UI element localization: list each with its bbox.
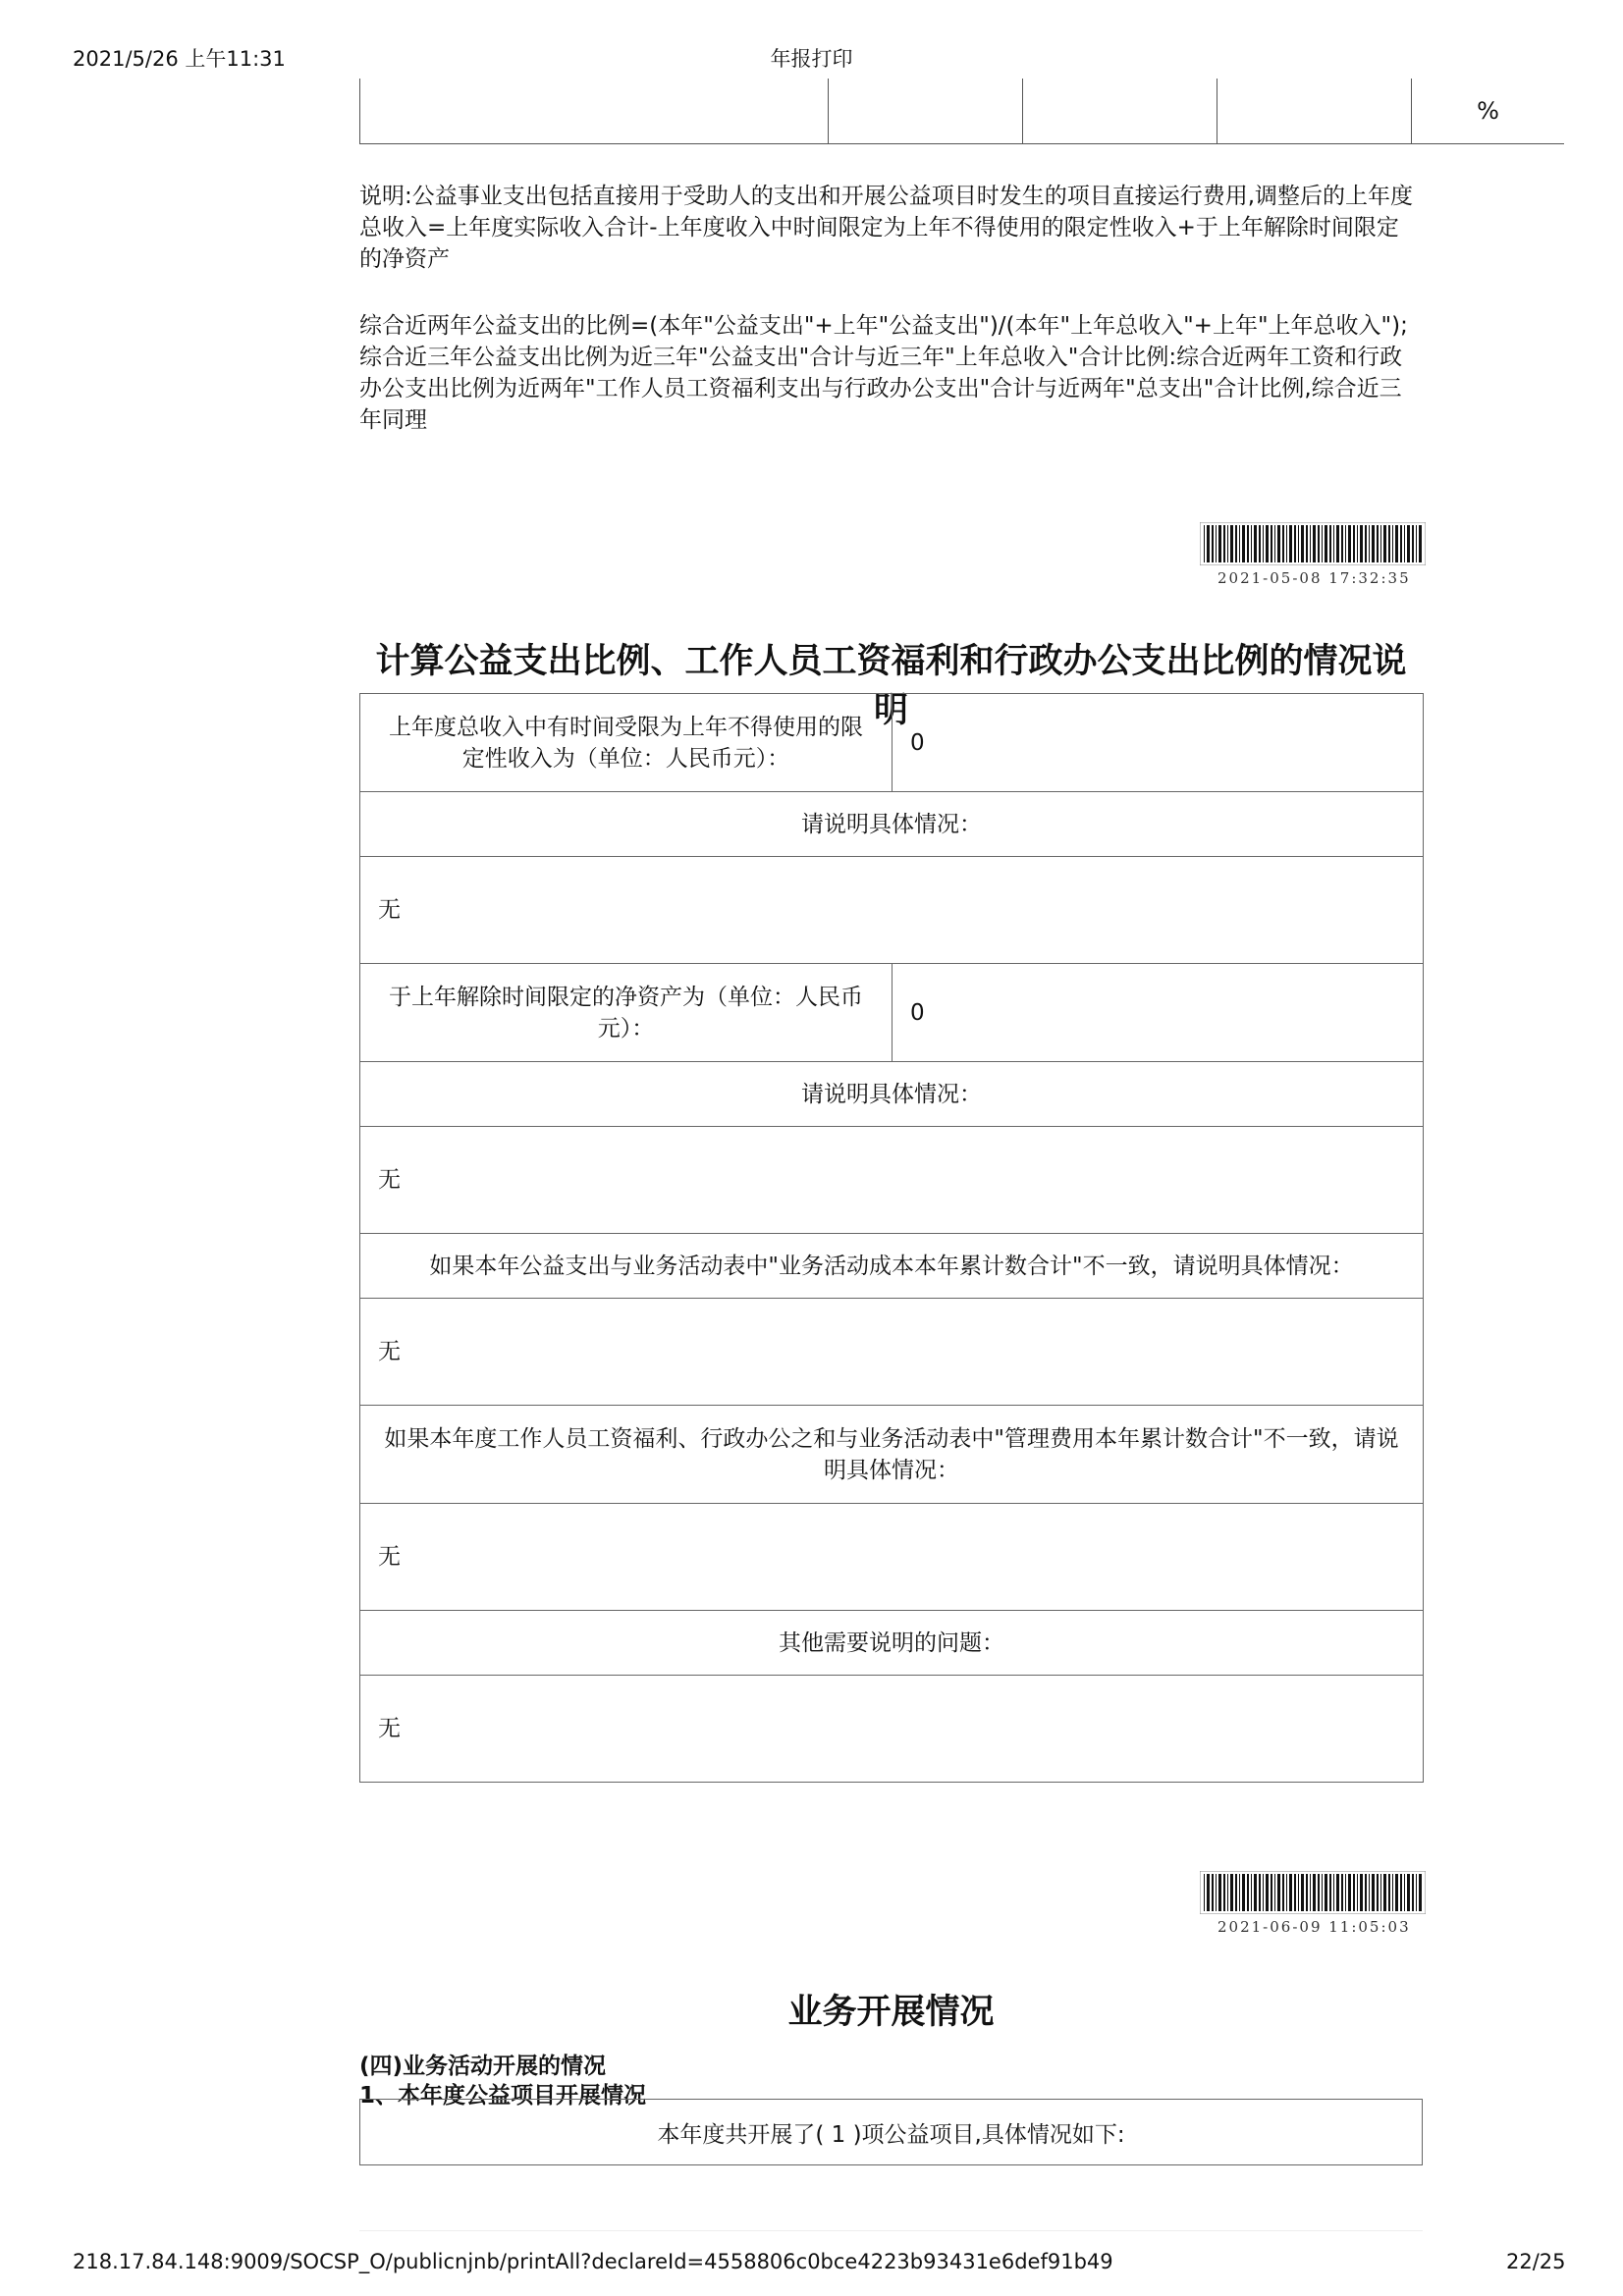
inconsistent-admin-label: 如果本年度工作人员工资福利、行政办公之和与业务活动表中"管理费用本年累计数合计"不一致，请说明具体情况： (360, 1406, 1424, 1504)
released-assets-label: 于上年解除时间限定的净资产为（单位：人民币元）： (360, 964, 893, 1062)
projects-summary-text: 本年度共开展了( 1 )项公益项目,具体情况如下: (657, 2121, 1125, 2148)
table-row (360, 1504, 1424, 1611)
barcode-date-1: 2021-05-08 17:32:35 (1217, 569, 1411, 587)
percent-symbol: % (1477, 97, 1499, 125)
other-label: 其他需要说明的问题： (360, 1611, 1424, 1676)
percent-cell (1412, 79, 1565, 144)
table-row (360, 1299, 1424, 1406)
page-number: 22/25 (1506, 2250, 1566, 2273)
explain-label-1: 请说明具体情况： (360, 792, 1424, 857)
note-paragraph-2: 综合近两年公益支出的比例=(本年"公益支出"+上年"公益支出")/(本年"上年总收入"+上年"上年总收入");综合近三年公益支出比例为近三年"公益支出"合计与近三年"上年总收入"合计比例:综合近两年工资和行政办公支出比例为近两年"工作人员工资福利支出与行政办公支出"合计与近两年"总支出"合计比例,综合近三年同理 (359, 313, 1408, 433)
footer-divider (359, 2230, 1423, 2231)
table-cell (360, 79, 829, 144)
other-value: 无 (360, 1676, 1424, 1783)
table-row (360, 964, 1424, 1062)
note-paragraph-1: 说明:公益事业支出包括直接用于受助人的支出和开展公益项目时发生的项目直接运行费用,调整后的上年度总收入=上年度实际收入合计-上年度收入中时间限定为上年不得使用的限定性收入+于上年解除时间限定的净资产 (359, 184, 1414, 272)
table-row (360, 1611, 1424, 1676)
print-datetime: 2021/5/26 上午11:31 (73, 47, 286, 71)
barcode-image-1 (1200, 522, 1426, 565)
explain-value-2: 无 (360, 1127, 1424, 1234)
barcode-image-2 (1200, 1871, 1426, 1914)
projects-summary-box (359, 2099, 1423, 2165)
inconsistent-public-label: 如果本年公益支出与业务活动表中"业务活动成本本年累计数合计"不一致，请说明具体情况： (360, 1234, 1424, 1299)
table-row (360, 1062, 1424, 1127)
restricted-income-value: 0 (893, 694, 1424, 792)
released-assets-value: 0 (893, 964, 1424, 1062)
explain-value-1: 无 (360, 857, 1424, 964)
section-title-business: 业务开展情况 (787, 1993, 995, 2032)
top-partial-table (359, 79, 1564, 144)
table-cell (1023, 79, 1217, 144)
inconsistent-admin-value: 无 (360, 1504, 1424, 1611)
table-row (360, 1127, 1424, 1234)
table-row (360, 1676, 1424, 1783)
section-title-ratio-explanation: 计算公益支出比例、工作人员工资福利和行政办公支出比例的情况说明 (375, 642, 1407, 730)
table-cell (829, 79, 1023, 144)
inconsistent-public-value: 无 (360, 1299, 1424, 1406)
page-header-title: 年报打印 (770, 47, 853, 71)
table-cell (1217, 79, 1412, 144)
ratio-explanation-table (359, 693, 1424, 1783)
table-row (360, 1234, 1424, 1299)
table-row (360, 857, 1424, 964)
table-row (360, 792, 1424, 857)
restricted-income-label: 上年度总收入中有时间受限为上年不得使用的限定性收入为（单位：人民币元）： (360, 694, 893, 792)
table-row (360, 1406, 1424, 1504)
table-row (360, 79, 1565, 144)
barcode-date-2: 2021-06-09 11:05:03 (1217, 1918, 1411, 1936)
explain-label-2: 请说明具体情况： (360, 1062, 1424, 1127)
subsection-title-activities: (四)业务活动开展的情况 (359, 2054, 607, 2079)
page-url: 218.17.84.148:9009/SOCSP_O/publicnjnb/printAll?declareId=4558806c0bce4223b93431e6def91b49 (73, 2250, 1113, 2273)
table-row (360, 694, 1424, 792)
subsection-title-projects: 1、本年度公益项目开展情况 (359, 2083, 647, 2109)
